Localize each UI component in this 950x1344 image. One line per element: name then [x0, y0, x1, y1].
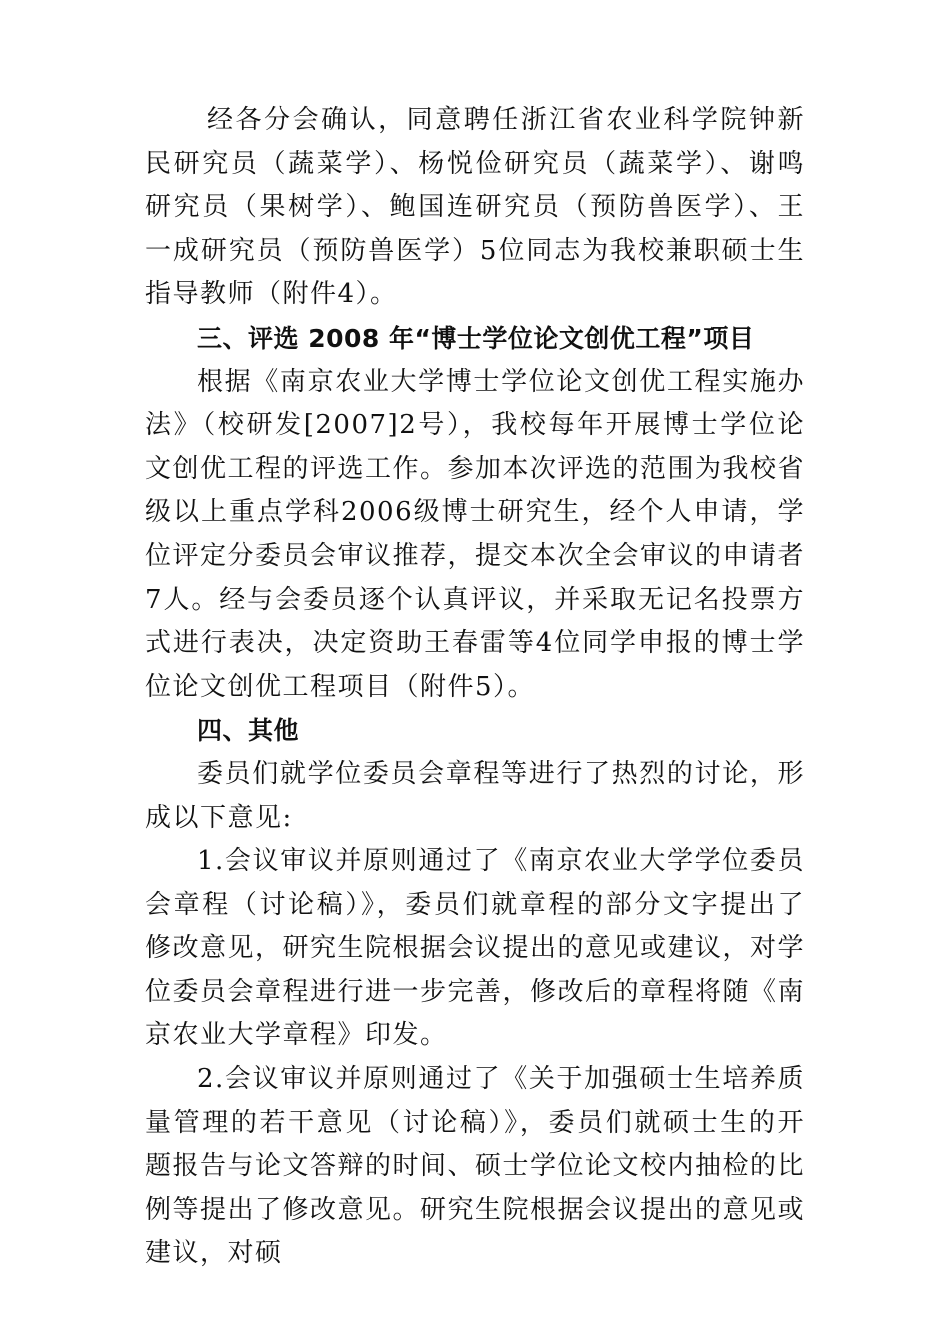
paragraph-section-3: 根据《南京农业大学博士学位论文创优工程实施办法》（校研发[2007]2号），我校每年开展博士学位论文创优工程的评选工作。参加本次评选的范围为我校省级以上重点学科2006级博士研究生，经个人申请，学位评定分委员会审议推荐，提交本次全会审议的申请者7人。经与会委员逐个认真评议，并采取无记名投票方式进行表决，决定资助王春雷等4位同学申报的博士学位论文创优工程项目（附件5）。	[145, 366, 806, 702]
paragraph-appointment: 经各分会确认，同意聘任浙江省农业科学院钟新民研究员（蔬菜学）、杨悦俭研究员（蔬菜学）、谢鸣研究员（果树学）、鲍国连研究员（预防兽医学）、王一成研究员（预防兽医学）5位同志为我校兼职硕士生指导教师（附件4）。	[145, 105, 805, 310]
paragraph-item-1: 1.会议审议并原则通过了《南京农业大学学位委员会章程（讨论稿）》，委员们就章程的部分文字提出了修改意见，研究生院根据会议提出的意见或建议，对学位委员会章程进行进一步完善，修改后的章程将随《南京农业大学章程》印发。	[145, 846, 806, 1051]
section-heading-4: 四、其他	[197, 716, 300, 746]
paragraph-section-4-intro: 委员们就学位委员会章程等进行了热烈的讨论，形成以下意见:	[145, 758, 805, 833]
section-heading-3: 三、评选 2008 年“博士学位论文创优工程”项目	[197, 323, 755, 353]
document-body	[145, 99, 805, 1276]
paragraph-item-2: 2.会议审议并原则通过了《关于加强硕士生培养质量管理的若干意见（讨论稿）》，委员们就硕士生的开题报告与论文答辩的时间、硕士学位论文校内抽检的比例等提出了修改意见。研究生院根据会议提出的意见或建议，对硕	[145, 1064, 806, 1269]
